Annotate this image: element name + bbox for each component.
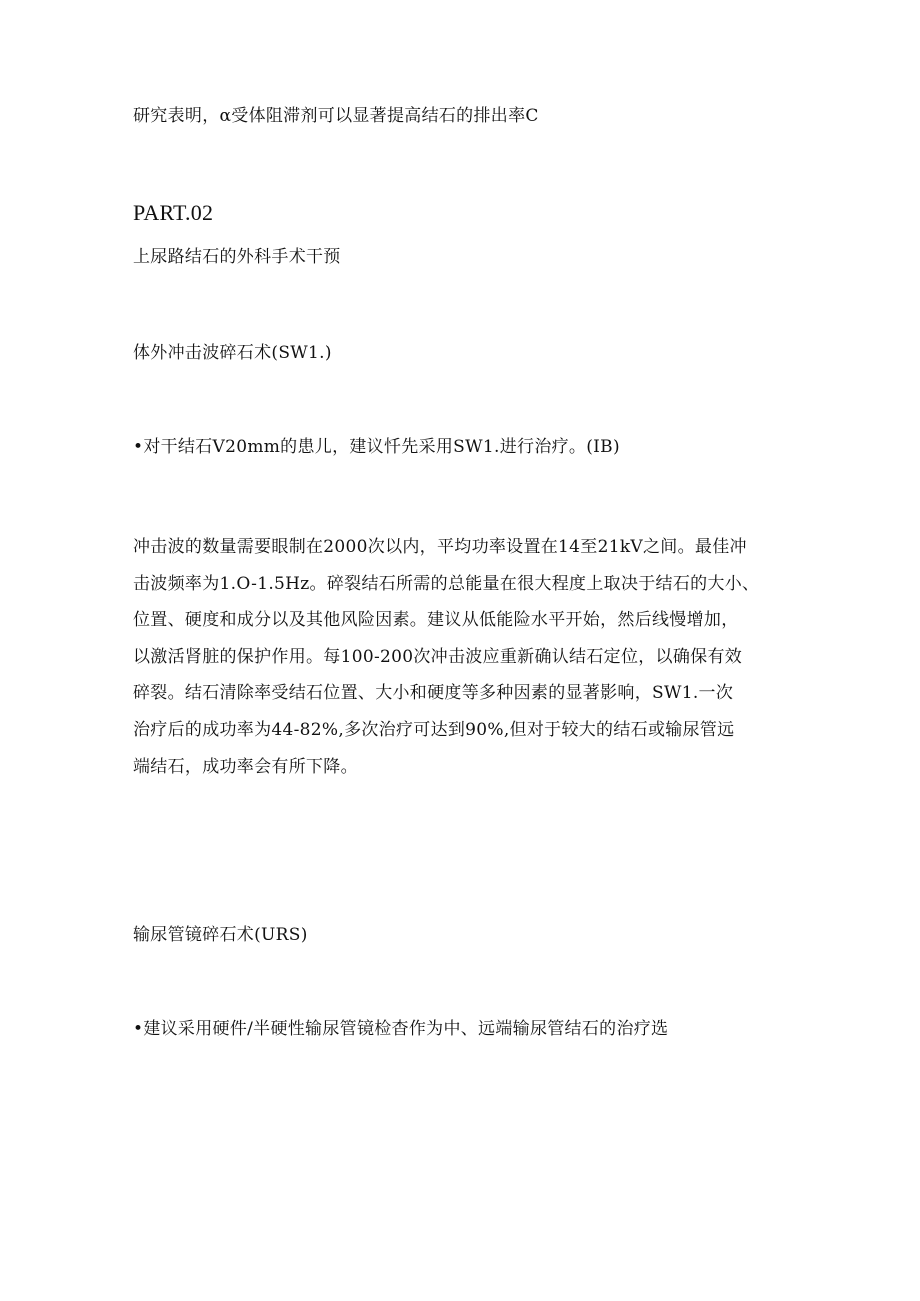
paragraph-line: 以激活肾脏的保护作用。每100-200次冲击波应重新确认结石定位，以确保有效: [133, 646, 743, 667]
paragraph-line: 击波频率为1.O-1.5Hz。碎裂结石所需的总能量在很大程度上取决于结石的大小、: [133, 573, 760, 594]
paragraph-line: 冲击波的数量需要眼制在2000次以内，平均功率设置在14至21kV之间。最佳冲: [133, 537, 747, 557]
swl-paragraph: [133, 529, 793, 785]
section-heading-swl: 体外冲击波碎石术(SW1.): [133, 343, 332, 363]
paragraph-line: 碎裂。结石清除率受结石位置、大小和硬度等多种因素的显著影响，SW1.一次: [133, 683, 734, 704]
recommendation-bullet-swl: •对干结石V20mm的患儿，建议忏先采用SW1.进行治疗。(IB): [133, 437, 620, 457]
section-heading-urs: 输尿管镜碎石术(URS): [133, 925, 308, 945]
part-label: PART.02: [133, 200, 214, 225]
part-title: 上尿路结石的外科手术干预: [133, 247, 341, 267]
paragraph-line: 治疗后的成功率为44-82%,多次治疗可达到90%,但对于较大的结石或输尿管远: [133, 719, 735, 740]
intro-text: 研究表明，α受体阻滞剂可以显著提高结石的排出率C: [133, 106, 539, 126]
recommendation-bullet-urs: •建议采用硬件/半硬性输尿管镜检杳作为中、远端输尿管结石的治疗选: [133, 1019, 669, 1039]
paragraph-line: 端结石，成功率会有所下降。: [133, 756, 358, 777]
paragraph-line: 位置、硬度和成分以及其他风险因素。建议从低能险水平开始，然后线慢增加，: [133, 610, 739, 631]
